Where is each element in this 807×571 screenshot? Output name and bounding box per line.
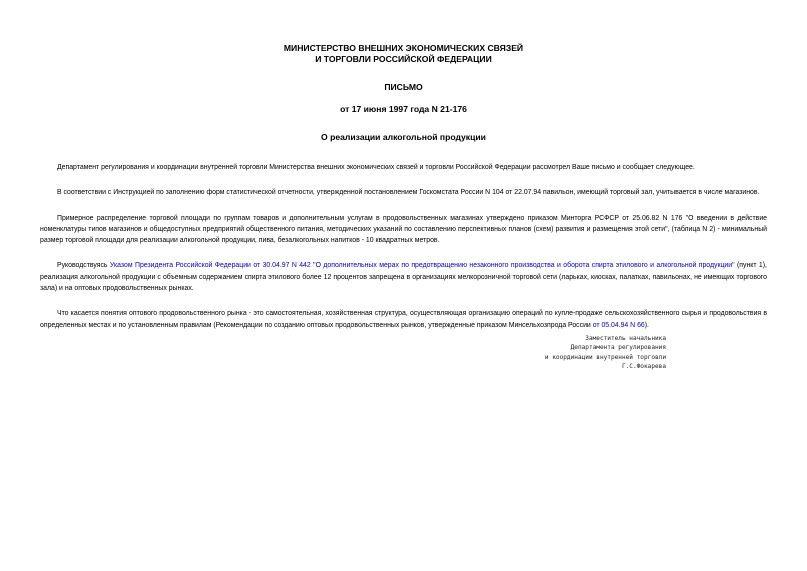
paragraph-1: Департамент регулирования и координации внутренней торговли Министерства внешних экономических связей и торговли Российской Федерации рассмотрел Ваше письмо и сообщает следующее.	[57, 164, 695, 171]
paragraph-4-lead: Руководствуясь	[57, 262, 110, 270]
paragraph-5-lead: Что касается понятия оптового продовольственного рынка - это самостоятельная, хозяйственная структура, осуществляющая организацию операций по купле-продаже сельскохозяйственного сырья и продовольствия в определенных местах и по установленным правилам (Рекомендации по созданию оптовых продовольственных рынков, утвержденные приказом Минсельхозпрода России	[40, 310, 767, 329]
signature-position-line-1: Заместитель начальника	[585, 335, 666, 342]
presidential-decree-link[interactable]: Указом Президента Российской Федерации от 30.04.97 N 442 "О дополнительных мерах по предотвращению незаконного производства и оборота спирта этилового и алкогольной продукции"	[109, 262, 735, 270]
document-body	[40, 162, 767, 331]
document-type: ПИСЬМО	[384, 82, 423, 92]
paragraph-3: Примерное распределение торговой площади по группам товаров и дополнительным услугам в продовольственных магазинах утверждено приказом Минторга РСФСР от 25.06.82 N 176 "О введении в действие номенклатуры типов магазинов и общедоступных предприятий общественного питания, методических указаний по составлению перспективных планов (схем) развития и размещения этой сети", (таблица N 2) - минимальный размер торговой площади для реализации алкогольной продукции, пива, безалкогольных напитков - 10 квадратных метров.	[40, 214, 767, 245]
document-subject: О реализации алкогольной продукции	[321, 132, 486, 142]
signature-position-line-2: Департамента регулирования	[570, 344, 666, 352]
ministry-header	[40, 43, 767, 64]
ministry-name-line-2: И ТОРГОВЛИ РОССИЙСКОЙ ФЕДЕРАЦИИ	[315, 53, 492, 64]
ministry-order-link[interactable]: от 05.04.94 N 66	[592, 321, 645, 329]
paragraph-5-rest: ).	[644, 321, 649, 329]
paragraph-4	[40, 260, 767, 294]
signature-position-line-3: и координации внутренней торговли	[544, 353, 666, 361]
paragraph-4-rest: (пункт 1), реализация алкогольной продукции с объемным содержанием спирта этилового более 12 процентов запрещена в организациях мелкорозничной торговой сети (ларьках, киосках, палатках, павильонах, не имеющих торгового зала) и на оптовых продовольственных рынках.	[40, 262, 767, 293]
ministry-name-line-1: МИНИСТЕРСТВО ВНЕШНИХ ЭКОНОМИЧЕСКИХ СВЯЗЕЙ	[283, 43, 524, 53]
paragraph-2: В соответствии с Инструкцией по заполнению форм статистической отчетности, утвержденной постановлением Госкомстата России N 104 от 22.07.94 павильон, имеющий торговый зал, учитывается в числе магазинов.	[57, 189, 760, 197]
signatory-name: Г.С.Фокарева	[621, 362, 666, 370]
document-date: от 17 июня 1997 года N 21-176	[340, 104, 467, 114]
document-page	[40, 43, 767, 370]
signature-block	[484, 334, 666, 371]
paragraph-5	[40, 308, 767, 331]
